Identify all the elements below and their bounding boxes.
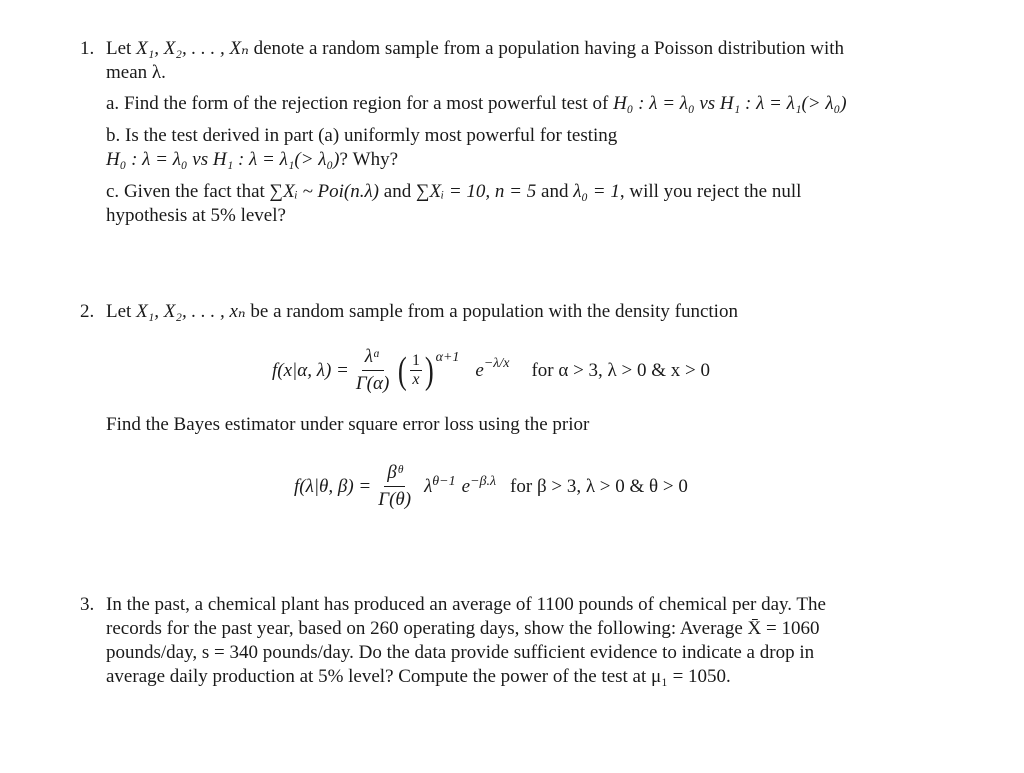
fraction: $\frac{\text{βᶿ}}{\Gamma(\theta)}$ bbox=[378, 462, 412, 510]
problem-1 bbox=[80, 37, 944, 85]
fraction: $\frac{\text{λᵅ}}{\Gamma(\alpha)}$ bbox=[355, 346, 390, 394]
problem-3: 3. In the past, a chemical plant has produced an average of 1100 pounds of chemical per day. The records for the past year, based on 260 operating days, show the following: Average X̄ = 1060 pounds/day, s = 340 pounds/day. Do the data provide sufficient evidence to indicate a drop in average daily production at 5% level? Compute the power of the test at μ₁ = 1050. bbox=[80, 594, 826, 687]
problem-number: 3. bbox=[80, 594, 95, 615]
problem-1-part-b: b. Is the test derived in part (a) uniformly most powerful for testing H₀ : λ = λ₀ vs H₁ : λ = λ₁(> λ₀)? Why? bbox=[106, 125, 618, 170]
density-equation: f(x|α, λ) = $\frac{\text{λᵅ}}{\Gamma(\alpha)}$ ( $\frac{1}{x}$ ) α+1 e −λ/x for α > 3, λ > 0 & x > 0 bbox=[272, 346, 710, 394]
problem-1-part-a: a. Find the form of the rejection region for a most powerful test of H₀ : λ = λ₀ vs H₁ : λ = λ₁(> λ₀) bbox=[106, 93, 847, 114]
problem-1-intro-cont: mean λ. bbox=[106, 62, 166, 83]
sample-variables: X₁, X₂, . . . , Xₙ bbox=[136, 38, 249, 59]
problem-1-intro: Let X₁, X₂, . . . , Xₙ denote a random sample from a population having a Poisson distribution with bbox=[106, 38, 845, 59]
problem-number: 2. bbox=[80, 301, 95, 322]
problem-1-part-c: c. Given the fact that ∑Xᵢ ~ Poi(n.λ) and ∑Xᵢ = 10, n = 5 and λ₀ = 1, will you reject the null hypothesis at 5% level? bbox=[106, 181, 802, 226]
prior-equation: f(λ|θ, β) = $\frac{\text{βᶿ}}{\Gamma(\theta)}$ λ θ−1 e −β.λ for β > 3, λ > 0 & θ > 0 bbox=[294, 462, 688, 510]
hypothesis: H₀ : λ = λ₀ vs H₁ : λ = λ₁(> λ₀) bbox=[106, 149, 340, 170]
bayes-prompt: Find the Bayes estimator under square error loss using the prior bbox=[106, 414, 590, 435]
problem-2: 2. Let X₁, X₂, . . . , xₙ be a random sample from a population with the density function bbox=[80, 301, 738, 322]
sample-variables: X₁, X₂, . . . , xₙ bbox=[136, 301, 246, 322]
hypothesis: H₀ : λ = λ₀ vs H₁ : λ = λ₁(> λ₀) bbox=[613, 93, 847, 114]
problem-number: 1. bbox=[80, 38, 95, 59]
